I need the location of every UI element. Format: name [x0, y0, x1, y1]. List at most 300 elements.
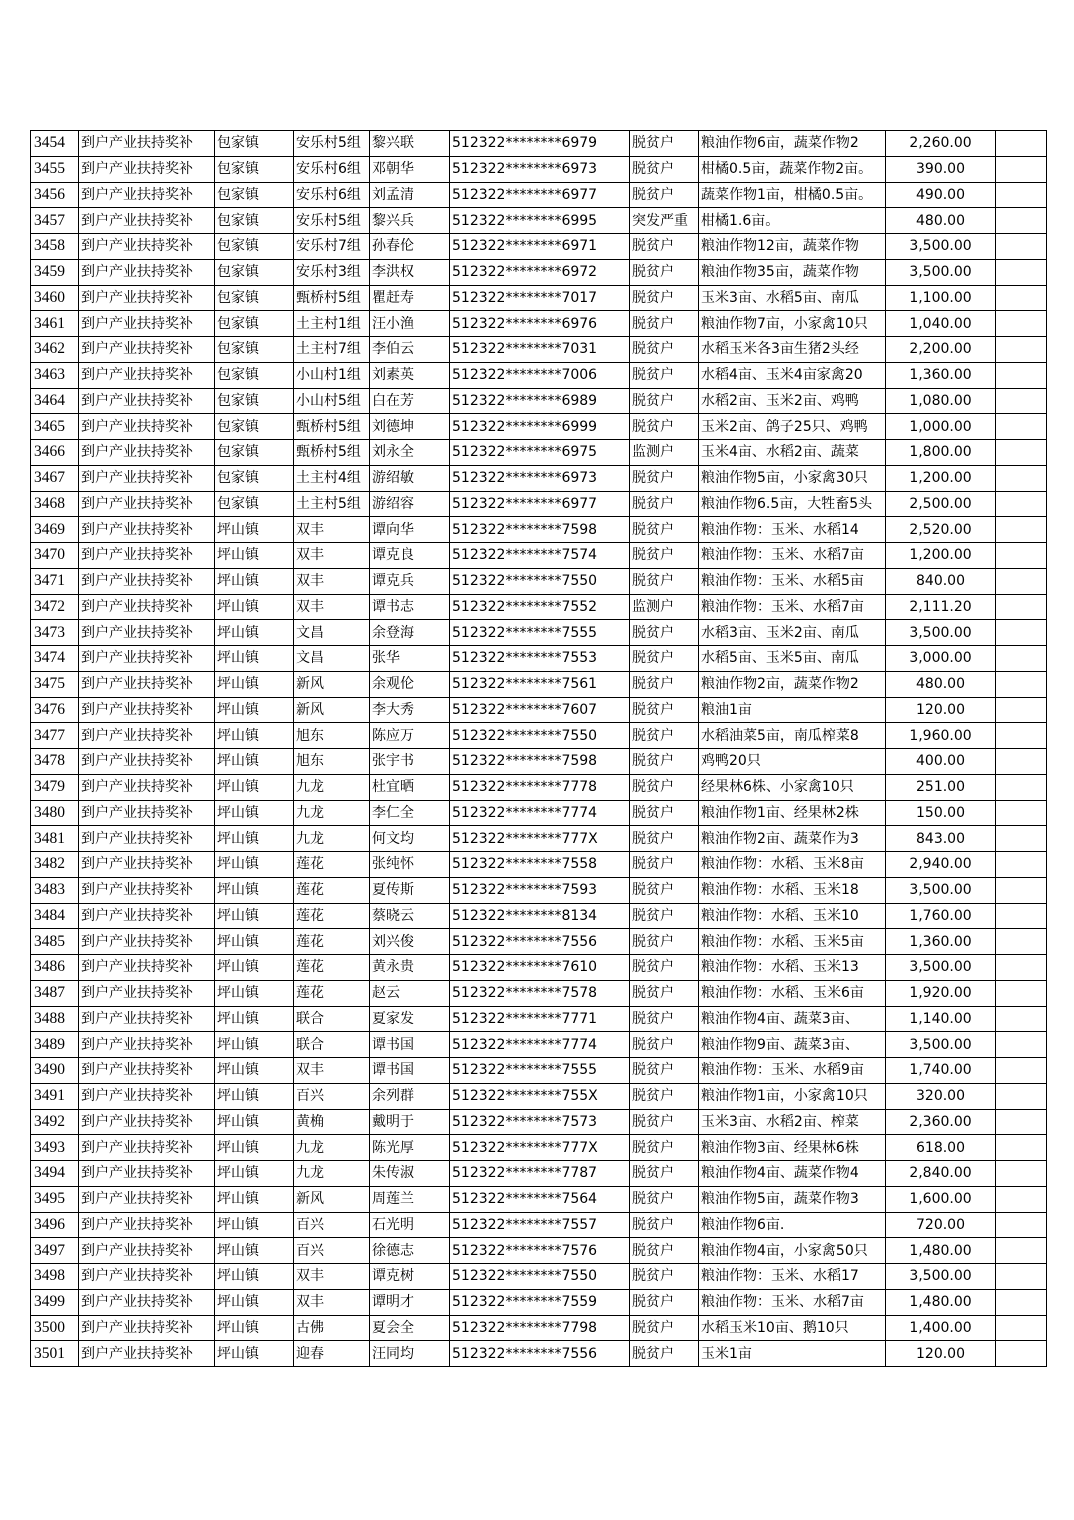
id-number-cell: 512322********7017 — [450, 285, 630, 311]
household-type-cell: 脱贫户 — [630, 723, 699, 749]
content-cell: 粮油作物12亩，蔬菜作物 — [699, 234, 886, 260]
content-cell: 粮油作物：水稻、玉米5亩 — [699, 929, 886, 955]
town-cell: 坪山镇 — [215, 1032, 294, 1058]
household-type-cell: 脱贫户 — [630, 337, 699, 363]
name-cell: 游绍容 — [370, 491, 450, 517]
row-number: 3496 — [31, 1212, 79, 1238]
content-cell: 水稻油菜5亩，南瓜榨菜8 — [699, 723, 886, 749]
village-cell: 迎春 — [294, 1341, 370, 1367]
project-cell: 到户产业扶持奖补 — [79, 723, 215, 749]
id-number-cell: 512322********7798 — [450, 1315, 630, 1341]
amount-cell: 490.00 — [886, 182, 996, 208]
town-cell: 坪山镇 — [215, 903, 294, 929]
town-cell: 坪山镇 — [215, 774, 294, 800]
remark-cell — [996, 671, 1047, 697]
name-cell: 刘兴俊 — [370, 929, 450, 955]
content-cell: 水稻4亩、玉米4亩家禽20 — [699, 362, 886, 388]
project-cell: 到户产业扶持奖补 — [79, 234, 215, 260]
household-type-cell: 脱贫户 — [630, 182, 699, 208]
id-number-cell: 512322********6999 — [450, 414, 630, 440]
table-body — [31, 131, 1047, 1367]
name-cell: 蔡晓云 — [370, 903, 450, 929]
household-type-cell: 脱贫户 — [630, 826, 699, 852]
name-cell: 瞿赶寿 — [370, 285, 450, 311]
row-number: 3482 — [31, 852, 79, 878]
id-number-cell: 512322********7607 — [450, 697, 630, 723]
amount-cell: 1,800.00 — [886, 440, 996, 466]
household-type-cell: 脱贫户 — [630, 1289, 699, 1315]
table-row — [31, 1289, 1047, 1315]
amount-cell: 251.00 — [886, 774, 996, 800]
table-row — [31, 208, 1047, 234]
content-cell: 水稻玉米各3亩生猪2头经 — [699, 337, 886, 363]
household-type-cell: 脱贫户 — [630, 955, 699, 981]
remark-cell — [996, 903, 1047, 929]
town-cell: 包家镇 — [215, 491, 294, 517]
name-cell: 汪同均 — [370, 1341, 450, 1367]
name-cell: 余列群 — [370, 1083, 450, 1109]
town-cell: 坪山镇 — [215, 568, 294, 594]
name-cell: 石光明 — [370, 1212, 450, 1238]
content-cell: 粮油作物7亩，小家禽10只 — [699, 311, 886, 337]
remark-cell — [996, 1186, 1047, 1212]
row-number: 3490 — [31, 1058, 79, 1084]
amount-cell: 1,140.00 — [886, 1006, 996, 1032]
town-cell: 坪山镇 — [215, 1341, 294, 1367]
name-cell: 陈光厚 — [370, 1135, 450, 1161]
name-cell: 朱传淑 — [370, 1161, 450, 1187]
content-cell: 粮油作物4亩，小家禽50只 — [699, 1238, 886, 1264]
table-row — [31, 388, 1047, 414]
town-cell: 坪山镇 — [215, 877, 294, 903]
village-cell: 安乐村5组 — [294, 131, 370, 157]
table-row — [31, 131, 1047, 157]
remark-cell — [996, 311, 1047, 337]
row-number: 3456 — [31, 182, 79, 208]
table-row — [31, 903, 1047, 929]
name-cell: 黄永贵 — [370, 955, 450, 981]
town-cell: 包家镇 — [215, 208, 294, 234]
row-number: 3460 — [31, 285, 79, 311]
remark-cell — [996, 1135, 1047, 1161]
town-cell: 坪山镇 — [215, 1109, 294, 1135]
id-number-cell: 512322********6972 — [450, 259, 630, 285]
table-row — [31, 1058, 1047, 1084]
household-type-cell: 脱贫户 — [630, 543, 699, 569]
table-row — [31, 620, 1047, 646]
id-number-cell: 512322********7550 — [450, 568, 630, 594]
row-number: 3458 — [31, 234, 79, 260]
project-cell: 到户产业扶持奖补 — [79, 955, 215, 981]
table-row — [31, 1315, 1047, 1341]
row-number: 3454 — [31, 131, 79, 157]
amount-cell: 150.00 — [886, 800, 996, 826]
row-number: 3498 — [31, 1264, 79, 1290]
name-cell: 孙春伦 — [370, 234, 450, 260]
village-cell: 土主村4组 — [294, 465, 370, 491]
content-cell: 粮油作物1亩、经果林2株 — [699, 800, 886, 826]
town-cell: 坪山镇 — [215, 620, 294, 646]
town-cell: 坪山镇 — [215, 826, 294, 852]
row-number: 3479 — [31, 774, 79, 800]
town-cell: 坪山镇 — [215, 1083, 294, 1109]
remark-cell — [996, 697, 1047, 723]
table-row — [31, 543, 1047, 569]
project-cell: 到户产业扶持奖补 — [79, 362, 215, 388]
project-cell: 到户产业扶持奖补 — [79, 337, 215, 363]
project-cell: 到户产业扶持奖补 — [79, 311, 215, 337]
row-number: 3480 — [31, 800, 79, 826]
household-type-cell: 脱贫户 — [630, 1135, 699, 1161]
amount-cell: 2,940.00 — [886, 852, 996, 878]
remark-cell — [996, 156, 1047, 182]
village-cell: 莲花 — [294, 852, 370, 878]
village-cell: 安乐村3组 — [294, 259, 370, 285]
household-type-cell: 脱贫户 — [630, 1109, 699, 1135]
project-cell: 到户产业扶持奖补 — [79, 774, 215, 800]
row-number: 3463 — [31, 362, 79, 388]
amount-cell: 618.00 — [886, 1135, 996, 1161]
household-type-cell: 监测户 — [630, 440, 699, 466]
amount-cell: 3,500.00 — [886, 1032, 996, 1058]
row-number: 3477 — [31, 723, 79, 749]
amount-cell: 2,840.00 — [886, 1161, 996, 1187]
name-cell: 李大秀 — [370, 697, 450, 723]
table-row — [31, 1083, 1047, 1109]
remark-cell — [996, 1109, 1047, 1135]
table-row — [31, 1161, 1047, 1187]
project-cell: 到户产业扶持奖补 — [79, 1289, 215, 1315]
remark-cell — [996, 568, 1047, 594]
amount-cell: 400.00 — [886, 749, 996, 775]
remark-cell — [996, 1341, 1047, 1367]
village-cell: 小山村5组 — [294, 388, 370, 414]
project-cell: 到户产业扶持奖补 — [79, 1135, 215, 1161]
content-cell: 粮油作物2亩，蔬菜作物2 — [699, 671, 886, 697]
id-number-cell: 512322********7774 — [450, 1032, 630, 1058]
village-cell: 新风 — [294, 1186, 370, 1212]
household-type-cell: 脱贫户 — [630, 1238, 699, 1264]
content-cell: 粮油1亩 — [699, 697, 886, 723]
amount-cell: 1,740.00 — [886, 1058, 996, 1084]
household-type-cell: 脱贫户 — [630, 671, 699, 697]
id-number-cell: 512322********6979 — [450, 131, 630, 157]
amount-cell: 120.00 — [886, 697, 996, 723]
row-number: 3500 — [31, 1315, 79, 1341]
name-cell: 黎兴联 — [370, 131, 450, 157]
content-cell: 粮油作物：玉米、水稻7亩 — [699, 543, 886, 569]
town-cell: 包家镇 — [215, 131, 294, 157]
table-row — [31, 1135, 1047, 1161]
village-cell: 土主村5组 — [294, 491, 370, 517]
town-cell: 坪山镇 — [215, 852, 294, 878]
project-cell: 到户产业扶持奖补 — [79, 620, 215, 646]
id-number-cell: 512322********6977 — [450, 182, 630, 208]
table-row — [31, 929, 1047, 955]
id-number-cell: 512322********7778 — [450, 774, 630, 800]
table-row — [31, 1186, 1047, 1212]
village-cell: 安乐村6组 — [294, 156, 370, 182]
remark-cell — [996, 774, 1047, 800]
town-cell: 包家镇 — [215, 311, 294, 337]
town-cell: 坪山镇 — [215, 749, 294, 775]
table-row — [31, 646, 1047, 672]
amount-cell: 2,200.00 — [886, 337, 996, 363]
content-cell: 粮油作物6亩，蔬菜作物2 — [699, 131, 886, 157]
id-number-cell: 512322********7561 — [450, 671, 630, 697]
project-cell: 到户产业扶持奖补 — [79, 491, 215, 517]
name-cell: 邓朝华 — [370, 156, 450, 182]
table-row — [31, 259, 1047, 285]
row-number: 3495 — [31, 1186, 79, 1212]
content-cell: 粮油作物：玉米、水稻5亩 — [699, 568, 886, 594]
content-cell: 粮油作物5亩，小家禽30只 — [699, 465, 886, 491]
project-cell: 到户产业扶持奖补 — [79, 568, 215, 594]
id-number-cell: 512322********7771 — [450, 1006, 630, 1032]
table-row — [31, 594, 1047, 620]
household-type-cell: 脱贫户 — [630, 388, 699, 414]
amount-cell: 1,960.00 — [886, 723, 996, 749]
village-cell: 九龙 — [294, 826, 370, 852]
village-cell: 双丰 — [294, 1289, 370, 1315]
household-type-cell: 脱贫户 — [630, 1006, 699, 1032]
table-row — [31, 1264, 1047, 1290]
row-number: 3459 — [31, 259, 79, 285]
town-cell: 包家镇 — [215, 259, 294, 285]
remark-cell — [996, 852, 1047, 878]
amount-cell: 1,480.00 — [886, 1289, 996, 1315]
town-cell: 坪山镇 — [215, 1006, 294, 1032]
remark-cell — [996, 491, 1047, 517]
project-cell: 到户产业扶持奖补 — [79, 388, 215, 414]
remark-cell — [996, 620, 1047, 646]
row-number: 3487 — [31, 980, 79, 1006]
name-cell: 张宇书 — [370, 749, 450, 775]
village-cell: 莲花 — [294, 929, 370, 955]
id-number-cell: 512322********7593 — [450, 877, 630, 903]
name-cell: 谭书国 — [370, 1032, 450, 1058]
id-number-cell: 512322********8134 — [450, 903, 630, 929]
project-cell: 到户产业扶持奖补 — [79, 646, 215, 672]
household-type-cell: 脱贫户 — [630, 903, 699, 929]
household-type-cell: 脱贫户 — [630, 156, 699, 182]
remark-cell — [996, 955, 1047, 981]
table-row — [31, 234, 1047, 260]
amount-cell: 1,920.00 — [886, 980, 996, 1006]
row-number: 3484 — [31, 903, 79, 929]
content-cell: 粮油作物35亩，蔬菜作物 — [699, 259, 886, 285]
amount-cell: 2,260.00 — [886, 131, 996, 157]
town-cell: 坪山镇 — [215, 800, 294, 826]
table-row — [31, 517, 1047, 543]
village-cell: 九龙 — [294, 1161, 370, 1187]
name-cell: 余登海 — [370, 620, 450, 646]
household-type-cell: 脱贫户 — [630, 800, 699, 826]
content-cell: 水稻2亩、玉米2亩、鸡鸭 — [699, 388, 886, 414]
row-number: 3489 — [31, 1032, 79, 1058]
village-cell: 九龙 — [294, 774, 370, 800]
project-cell: 到户产业扶持奖补 — [79, 208, 215, 234]
village-cell: 新风 — [294, 697, 370, 723]
amount-cell: 1,040.00 — [886, 311, 996, 337]
household-type-cell: 脱贫户 — [630, 749, 699, 775]
table-row — [31, 337, 1047, 363]
household-type-cell: 脱贫户 — [630, 774, 699, 800]
name-cell: 汪小渔 — [370, 311, 450, 337]
household-type-cell: 脱贫户 — [630, 929, 699, 955]
project-cell: 到户产业扶持奖补 — [79, 182, 215, 208]
table-row — [31, 1109, 1047, 1135]
row-number: 3455 — [31, 156, 79, 182]
remark-cell — [996, 131, 1047, 157]
remark-cell — [996, 234, 1047, 260]
remark-cell — [996, 259, 1047, 285]
town-cell: 坪山镇 — [215, 1289, 294, 1315]
name-cell: 夏会全 — [370, 1315, 450, 1341]
remark-cell — [996, 980, 1047, 1006]
name-cell: 刘孟清 — [370, 182, 450, 208]
remark-cell — [996, 826, 1047, 852]
remark-cell — [996, 723, 1047, 749]
name-cell: 赵云 — [370, 980, 450, 1006]
table-row — [31, 1341, 1047, 1367]
village-cell: 百兴 — [294, 1083, 370, 1109]
amount-cell: 1,100.00 — [886, 285, 996, 311]
content-cell: 粮油作物：水稻、玉米8亩 — [699, 852, 886, 878]
project-cell: 到户产业扶持奖补 — [79, 440, 215, 466]
village-cell: 土主村7组 — [294, 337, 370, 363]
project-cell: 到户产业扶持奖补 — [79, 1238, 215, 1264]
id-number-cell: 512322********6973 — [450, 156, 630, 182]
village-cell: 百兴 — [294, 1212, 370, 1238]
amount-cell: 1,600.00 — [886, 1186, 996, 1212]
household-type-cell: 脱贫户 — [630, 234, 699, 260]
town-cell: 坪山镇 — [215, 980, 294, 1006]
remark-cell — [996, 182, 1047, 208]
village-cell: 联合 — [294, 1032, 370, 1058]
table-row — [31, 465, 1047, 491]
row-number: 3465 — [31, 414, 79, 440]
table-row — [31, 491, 1047, 517]
town-cell: 包家镇 — [215, 156, 294, 182]
row-number: 3467 — [31, 465, 79, 491]
id-number-cell: 512322********6975 — [450, 440, 630, 466]
content-cell: 粮油作物5亩，蔬菜作物3 — [699, 1186, 886, 1212]
row-number: 3476 — [31, 697, 79, 723]
household-type-cell: 脱贫户 — [630, 285, 699, 311]
remark-cell — [996, 465, 1047, 491]
project-cell: 到户产业扶持奖补 — [79, 929, 215, 955]
name-cell: 谭克树 — [370, 1264, 450, 1290]
village-cell: 双丰 — [294, 1264, 370, 1290]
village-cell: 双丰 — [294, 568, 370, 594]
name-cell: 谭明才 — [370, 1289, 450, 1315]
amount-cell: 3,500.00 — [886, 1264, 996, 1290]
project-cell: 到户产业扶持奖补 — [79, 1315, 215, 1341]
id-number-cell: 512322********7553 — [450, 646, 630, 672]
table-row — [31, 1212, 1047, 1238]
amount-cell: 3,500.00 — [886, 955, 996, 981]
town-cell: 坪山镇 — [215, 1161, 294, 1187]
project-cell: 到户产业扶持奖补 — [79, 594, 215, 620]
household-type-cell: 脱贫户 — [630, 362, 699, 388]
content-cell: 粮油作物9亩、蔬菜3亩、 — [699, 1032, 886, 1058]
name-cell: 张纯怀 — [370, 852, 450, 878]
amount-cell: 3,500.00 — [886, 259, 996, 285]
remark-cell — [996, 1161, 1047, 1187]
name-cell: 谭向华 — [370, 517, 450, 543]
id-number-cell: 512322********7556 — [450, 1341, 630, 1367]
id-number-cell: 512322********755X — [450, 1083, 630, 1109]
village-cell: 旭东 — [294, 749, 370, 775]
table-row — [31, 980, 1047, 1006]
village-cell: 甄桥村5组 — [294, 285, 370, 311]
village-cell: 土主村1组 — [294, 311, 370, 337]
table-row — [31, 440, 1047, 466]
id-number-cell: 512322********6971 — [450, 234, 630, 260]
content-cell: 柑橘1.6亩。 — [699, 208, 886, 234]
content-cell: 玉米3亩、水稻5亩、南瓜 — [699, 285, 886, 311]
table-row — [31, 800, 1047, 826]
town-cell: 坪山镇 — [215, 955, 294, 981]
town-cell: 坪山镇 — [215, 1315, 294, 1341]
row-number: 3492 — [31, 1109, 79, 1135]
id-number-cell: 512322********7550 — [450, 723, 630, 749]
household-type-cell: 脱贫户 — [630, 568, 699, 594]
row-number: 3501 — [31, 1341, 79, 1367]
project-cell: 到户产业扶持奖补 — [79, 1264, 215, 1290]
remark-cell — [996, 543, 1047, 569]
household-type-cell: 脱贫户 — [630, 852, 699, 878]
village-cell: 旭东 — [294, 723, 370, 749]
table-row — [31, 671, 1047, 697]
remark-cell — [996, 414, 1047, 440]
id-number-cell: 512322********6973 — [450, 465, 630, 491]
amount-cell: 1,360.00 — [886, 929, 996, 955]
row-number: 3472 — [31, 594, 79, 620]
town-cell: 包家镇 — [215, 234, 294, 260]
table-row — [31, 182, 1047, 208]
project-cell: 到户产业扶持奖补 — [79, 1161, 215, 1187]
town-cell: 坪山镇 — [215, 671, 294, 697]
table-row — [31, 955, 1047, 981]
project-cell: 到户产业扶持奖补 — [79, 1109, 215, 1135]
town-cell: 坪山镇 — [215, 1058, 294, 1084]
household-type-cell: 监测户 — [630, 594, 699, 620]
project-cell: 到户产业扶持奖补 — [79, 826, 215, 852]
id-number-cell: 512322********7559 — [450, 1289, 630, 1315]
id-number-cell: 512322********7552 — [450, 594, 630, 620]
id-number-cell: 512322********7556 — [450, 929, 630, 955]
content-cell: 玉米4亩、水稻2亩、蔬菜 — [699, 440, 886, 466]
project-cell: 到户产业扶持奖补 — [79, 465, 215, 491]
household-type-cell: 脱贫户 — [630, 517, 699, 543]
village-cell: 小山村1组 — [294, 362, 370, 388]
name-cell: 黎兴兵 — [370, 208, 450, 234]
name-cell: 夏家发 — [370, 1006, 450, 1032]
town-cell: 坪山镇 — [215, 723, 294, 749]
row-number: 3457 — [31, 208, 79, 234]
town-cell: 包家镇 — [215, 440, 294, 466]
table-row — [31, 311, 1047, 337]
amount-cell: 1,400.00 — [886, 1315, 996, 1341]
remark-cell — [996, 646, 1047, 672]
name-cell: 李仁全 — [370, 800, 450, 826]
village-cell: 黄桷 — [294, 1109, 370, 1135]
row-number: 3470 — [31, 543, 79, 569]
id-number-cell: 512322********6976 — [450, 311, 630, 337]
household-type-cell: 突发严重 — [630, 208, 699, 234]
